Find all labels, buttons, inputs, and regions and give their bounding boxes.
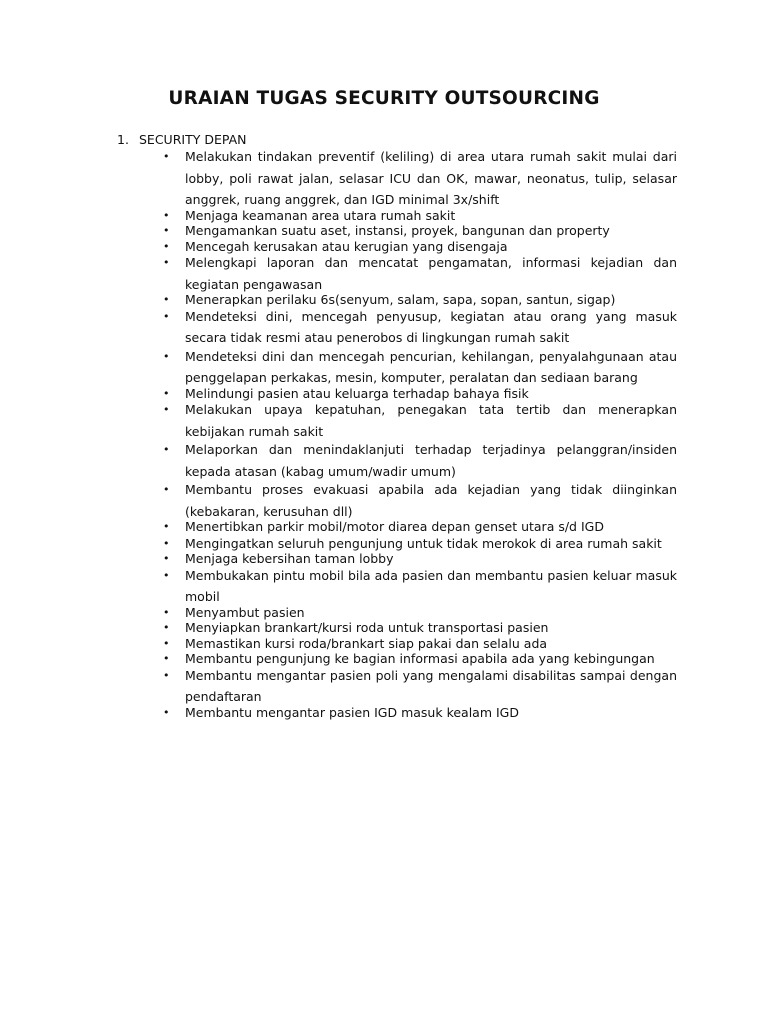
list-item <box>117 306 677 349</box>
list-item-text: Menyiapkan brankart/kursi roda untuk transportasi pasien <box>185 620 549 635</box>
list-item-text: Membantu proses evakuasi apabila ada kejadian yang tidak diinginkan (kebakaran, kerusuhan dll) <box>185 482 677 519</box>
list-item-text: Membantu mengantar pasien poli yang mengalami disabilitas sampai dengan pendaftaran <box>185 667 677 704</box>
bullet-icon: • <box>163 309 170 323</box>
bullet-icon: • <box>163 293 170 306</box>
list-item <box>117 208 677 224</box>
bullet-icon: • <box>163 239 170 253</box>
list-item <box>117 705 677 721</box>
document-title: URAIAN TUGAS SECURITY OUTSOURCING <box>168 88 600 109</box>
list-item <box>117 439 677 482</box>
list-item <box>117 620 677 636</box>
bullet-icon: • <box>163 224 170 237</box>
list-item <box>117 346 677 389</box>
bullet-icon: • <box>163 668 170 682</box>
list-item <box>117 636 677 652</box>
list-item-text: Mengingatkan seluruh pengunjung untuk tidak merokok di area rumah sakit <box>185 535 662 551</box>
bullet-icon: • <box>163 386 170 400</box>
list-item-text: Membukakan pintu mobil bila ada pasien dan membantu pasien keluar masuk mobil <box>185 567 677 604</box>
list-item-text: Menerapkan perilaku 6s(senyum, salam, sapa, sopan, santun, sigap) <box>185 292 616 307</box>
section-heading-text: SECURITY DEPAN <box>139 132 247 147</box>
duty-list <box>117 146 677 720</box>
bullet-icon: • <box>163 150 170 163</box>
bullet-icon: • <box>163 652 170 665</box>
list-item-text: Menjaga keamanan area utara rumah sakit <box>185 207 456 223</box>
list-item-text: Menjaga kebersihan taman lobby <box>185 551 394 566</box>
list-item-text: Mendeteksi dini dan mencegah pencurian, kehilangan, penyalahgunaan atau penggelapan perkakas, mesin, komputer, peralatan dan sediaan barang <box>185 348 677 385</box>
bullet-icon: • <box>163 349 170 363</box>
bullet-icon: • <box>163 568 170 582</box>
list-item-text: Melakukan upaya kepatuhan, penegakan tata tertib dan menerapkan kebijakan rumah sakit <box>185 402 677 439</box>
list-item-text: Melindungi pasien atau keluarga terhadap bahaya fisik <box>185 385 529 401</box>
list-item-text: Mencegah kerusakan atau kerugian yang disengaja <box>185 238 508 254</box>
list-item <box>117 479 677 522</box>
list-item <box>117 399 677 442</box>
list-item-text: Melengkapi laporan dan mencatat pengamatan, informasi kejadian dan kegiatan pengawasan <box>185 255 677 292</box>
bullet-icon: • <box>163 208 170 222</box>
bullet-icon: • <box>163 443 170 456</box>
list-item <box>117 146 677 211</box>
list-item-text: Melakukan tindakan preventif (keliling) di area utara rumah sakit mulai dari lobby, poli rawat jalan, selasar ICU dan OK, mawar, neonatus, tulip, selasar anggrek, ruang anggrek, dan IGD minimal 3x/shift <box>185 149 677 207</box>
bullet-icon: • <box>163 621 170 634</box>
bullet-icon: • <box>163 605 170 619</box>
section-security-depan <box>117 132 677 720</box>
section-number: 1. <box>117 132 129 147</box>
bullet-icon: • <box>163 520 170 533</box>
list-item <box>117 665 677 708</box>
bullet-icon: • <box>163 636 170 650</box>
bullet-icon: • <box>163 536 170 550</box>
bullet-icon: • <box>163 705 170 719</box>
list-item-text: Menyambut pasien <box>185 604 305 620</box>
list-item-text: Memastikan kursi roda/brankart siap pakai dan selalu ada <box>185 635 548 651</box>
list-item-text: Membantu pengunjung ke bagian informasi apabila ada yang kebingungan <box>185 651 655 666</box>
list-item <box>117 565 677 608</box>
list-item <box>117 605 677 621</box>
bullet-icon: • <box>163 552 170 565</box>
list-item-text: Mendeteksi dini, mencegah penyusup, kegiatan atau orang yang masuk secara tidak resmi atau penerobos di lingkungan rumah sakit <box>185 308 677 345</box>
bullet-icon: • <box>163 256 170 269</box>
list-item <box>117 223 677 239</box>
bullet-icon: • <box>163 403 170 416</box>
list-item-text: Melaporkan dan menindaklanjuti terhadap terjadinya pelanggran/insiden kepada atasan (kabag umum/wadir umum) <box>185 442 677 479</box>
bullet-icon: • <box>163 483 170 496</box>
list-item <box>117 252 677 295</box>
list-item-text: Menertibkan parkir mobil/motor diarea depan genset utara s/d IGD <box>185 519 604 534</box>
list-item-text: Mengamankan suatu aset, instansi, proyek, bangunan dan property <box>185 223 610 238</box>
list-item-text: Membantu mengantar pasien IGD masuk kealam IGD <box>185 704 519 720</box>
